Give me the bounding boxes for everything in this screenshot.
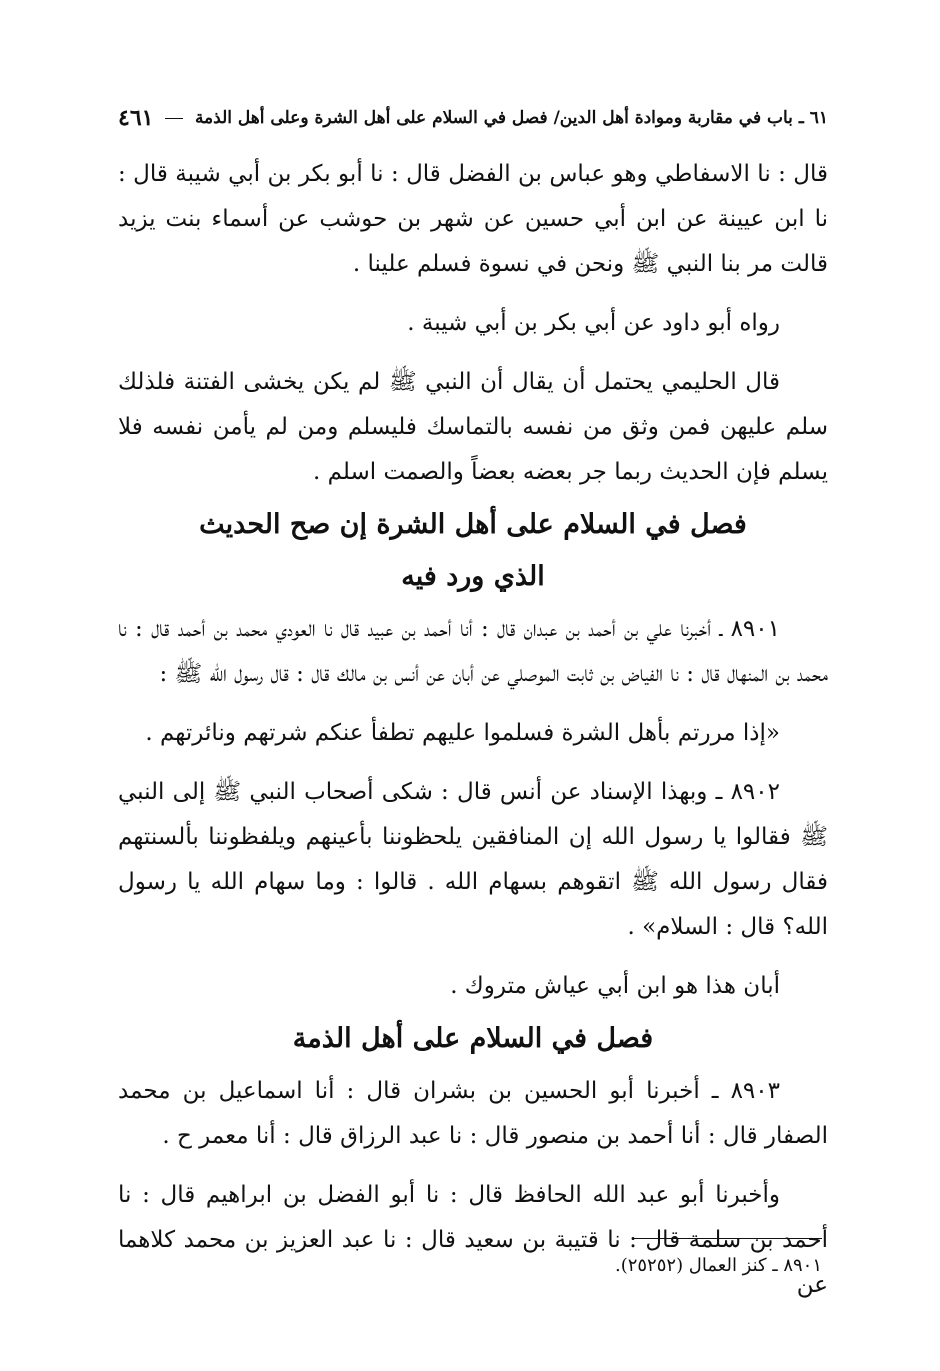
paragraph-isnad-asma: قال : نا الاسفاطي وهو عباس بن الفضل قال : نا أبو بكر بن أبي شيبة قال : نا ابن عيينة عن ابن أبي حسين عن شهر بن حوشب عن أسماء بنت يزيد قالت مر بنا النبي ﷺ ونحن في نسوة فسلم علينا . (118, 161, 828, 277)
paragraph-second-isnad: وأخبرنا أبو عبد الله الحافظ قال : نا أبو الفضل بن ابراهيم قال : نا أحمد بن سلمة قال : نا قتيبة بن سعيد قال : نا عبد العزيز بن محمد كلاهما عن (118, 1182, 828, 1298)
section-heading-ahl-al-shirra (118, 499, 828, 603)
footnote: ٨٩٠١ ـ كنز العمال (٢٥٢٥٢). (614, 1255, 822, 1276)
section-heading-ahl-al-dhimma: فصل في السلام على أهل الذمة (292, 1023, 654, 1054)
running-title: ٦١ ـ باب في مقاربة وموادة أهل الدين/ فصل في السلام على أهل الشرة وعلى أهل الذمة (194, 108, 828, 128)
page-number: ٤٦١ (118, 105, 154, 131)
hadith-8901-matn: «إذا مررتم بأهل الشرة فسلموا عليهم تطفأ عنكم شرتهم ونائرتهم . (145, 720, 780, 746)
footnote-rule (632, 1238, 822, 1239)
hadith-8902: ٨٩٠٢ ـ وبهذا الإسناد عن أنس قال : شكى أصحاب النبي ﷺ إلى النبي ﷺ فقالوا يا رسول الله إن المنافقين يلحظوننا بأعينهم ويلفظوننا بألسنتهم فقال رسول الله ﷺ اتقوهم بسهام الله . قالوا : وما سهام الله يا رسول الله؟ قال : السلام» . (118, 779, 828, 940)
hadith-8901: ٨٩٠١ ـ أخبرنا علي بن أحمد بن عبدان قال : أنا أحمد بن عبيد قال نا العودي محمد بن أحمد قال : نا محمد بن المنهال قال : نا الفياض بن ثابت الموصلي عن أبان عن أنس بن مالك قال : قال رسول الله ﷺ : (118, 616, 828, 687)
page-body (118, 152, 828, 1308)
header-rule (165, 118, 182, 119)
page-header (118, 98, 828, 138)
hadith-8903: ٨٩٠٣ ـ أخبرنا أبو الحسين بن بشران قال : أنا اسماعيل بن محمد الصفار قال : أنا أحمد بن منصور قال : نا عبد الرزاق قال : أنا معمر ح . (118, 1078, 828, 1149)
section-heading-line-1: فصل في السلام على أهل الشرة إن صح الحديث (199, 509, 747, 540)
paragraph-abu-dawud: رواه أبو داود عن أبي بكر بن أبي شيبة . (407, 310, 780, 336)
paragraph-aban-note: أبان هذا هو ابن أبي عياش متروك . (450, 973, 780, 999)
section-heading-line-2: الذي ورد فيه (401, 561, 545, 592)
paragraph-halimi: قال الحليمي يحتمل أن يقال أن النبي ﷺ لم يكن يخشى الفتنة فلذلك سلم عليهن فمن وثق من نفسه بالتماسك فليسلم ومن لم يأمن نفسه فلا يسلم فإن الحديث ربما جر بعضه بعضاً والصمت اسلم . (118, 369, 828, 485)
